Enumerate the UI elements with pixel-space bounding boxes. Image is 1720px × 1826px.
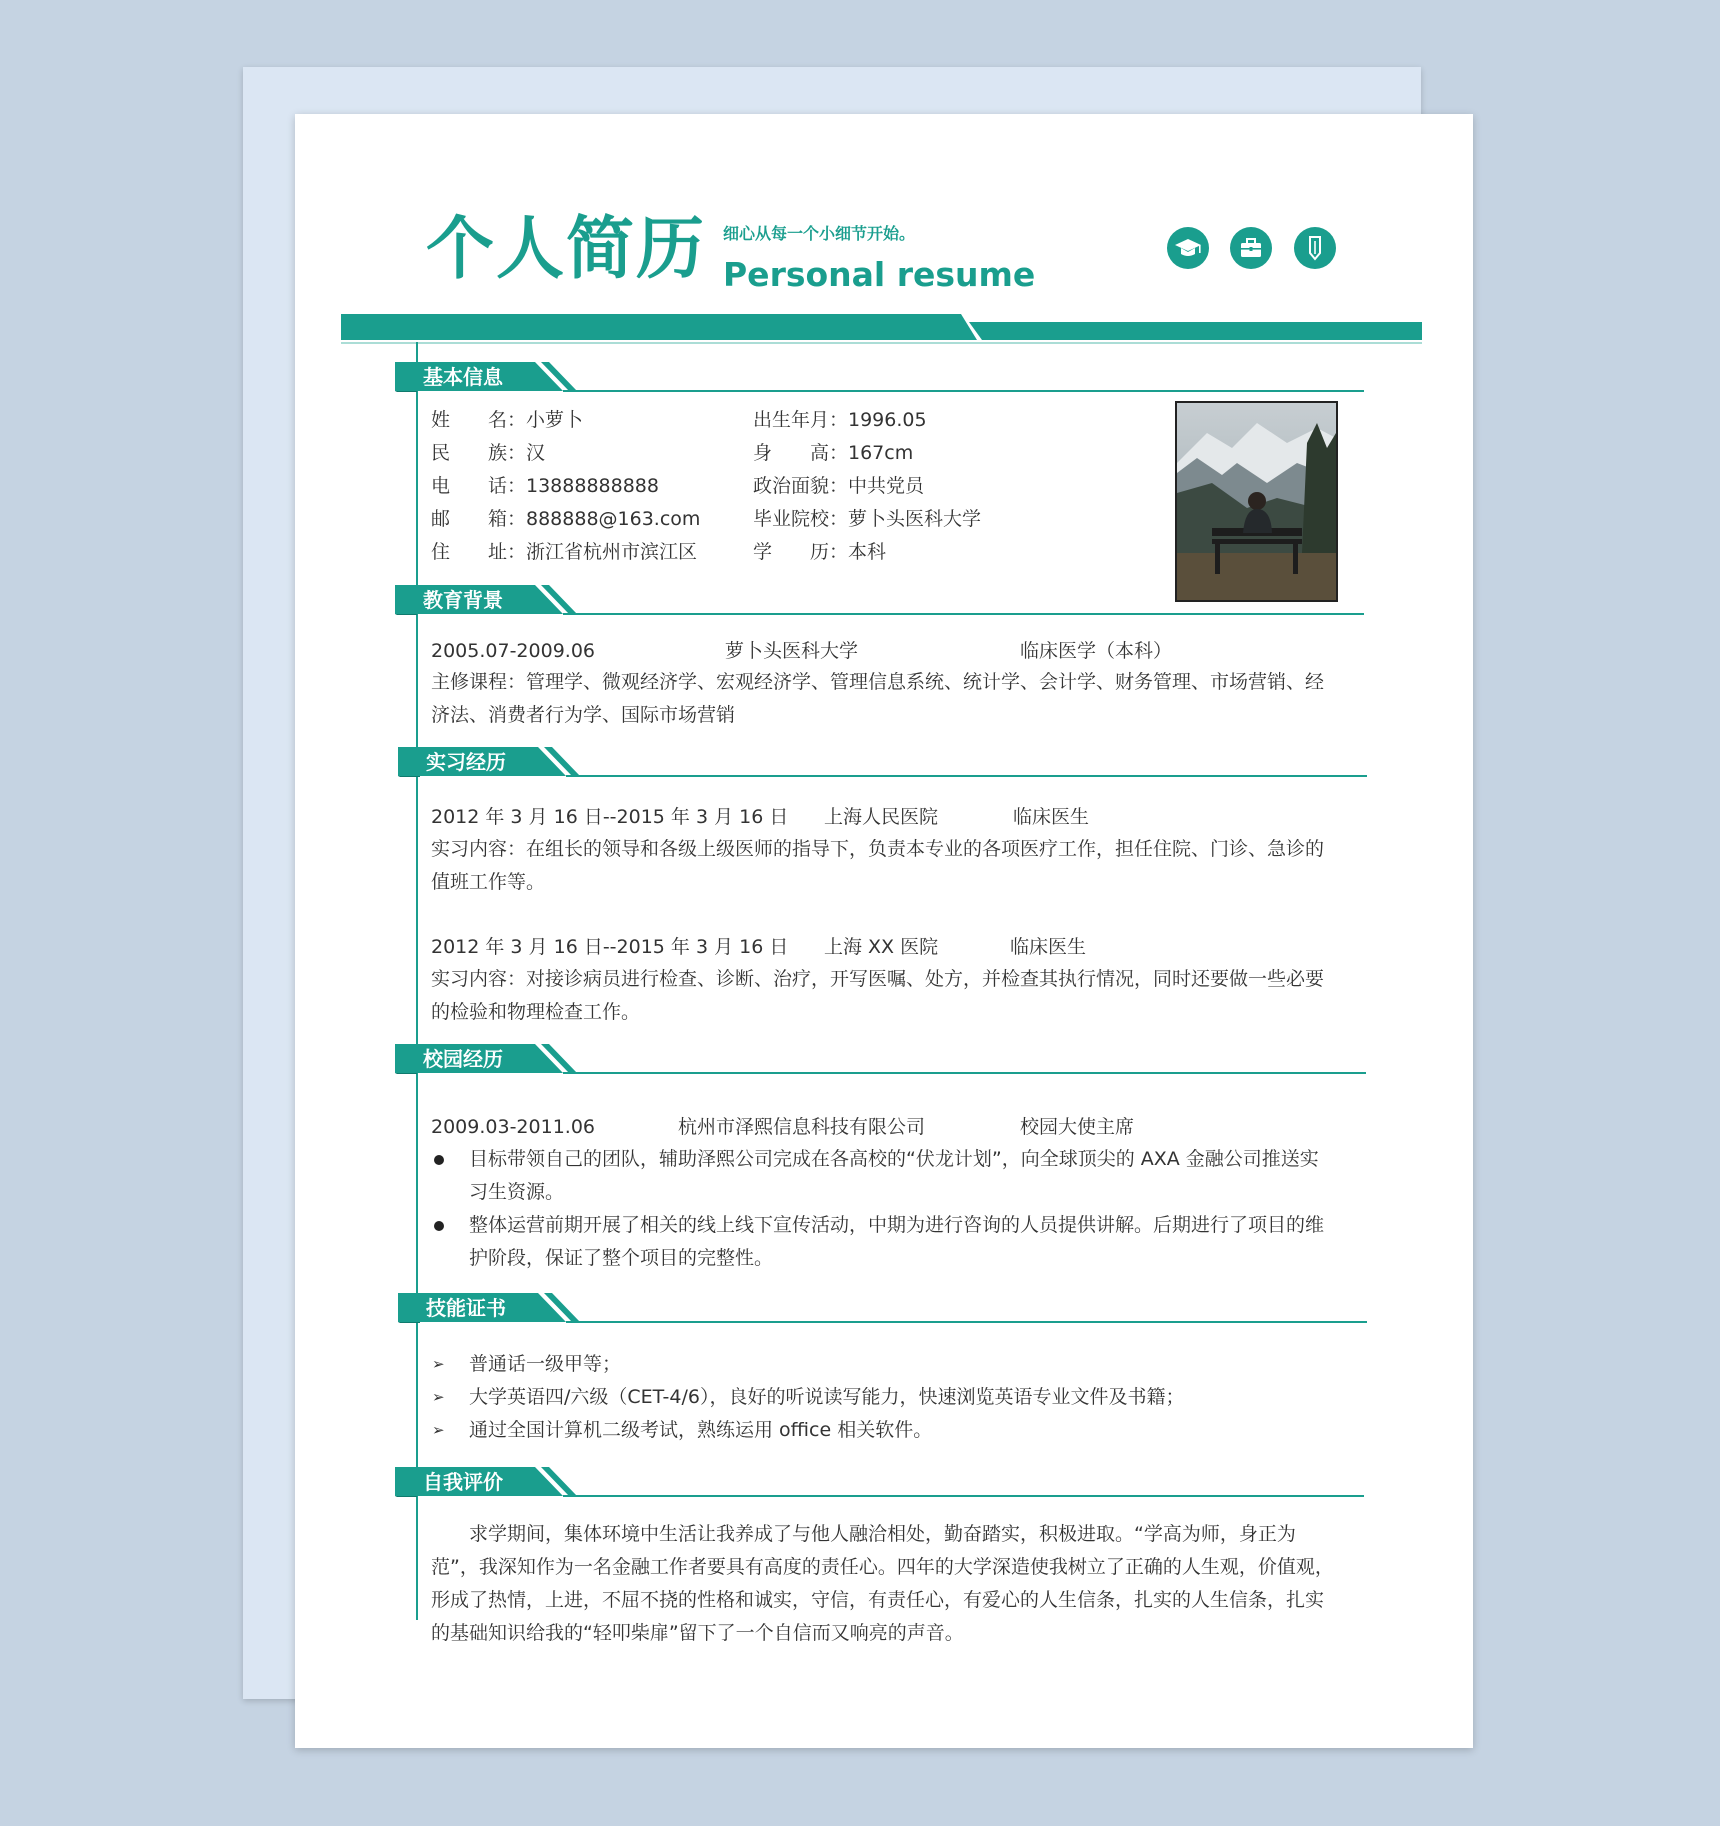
arrow-bullet-icon: ➢	[432, 1355, 445, 1373]
skill-item-2: 大学英语四/六级（CET-4/6），良好的听说读写能力，快速浏览英语专业文件及书籍；	[469, 1386, 1185, 1408]
education-courses: 主修课程：管理学、微观经济学、宏观经济学、管理信息系统、统计学、会计学、财务管理、市场营销、经济法、消费者行为学、国际市场营销	[431, 671, 1325, 726]
resume-slogan: 细心从每一个小细节开始。	[723, 224, 916, 243]
info-address-label: 住 址：	[431, 541, 527, 563]
campus-role: 校园大使主席	[1020, 1116, 1135, 1138]
section-title: 校园经历	[423, 1047, 503, 1071]
section-header-basic-info	[395, 362, 580, 392]
section-divider	[563, 613, 1364, 615]
section-divider	[566, 775, 1367, 777]
section-divider	[563, 1072, 1366, 1074]
resume-title-cn: 个人简历	[426, 210, 707, 289]
graduation-cap-icon	[1167, 227, 1209, 269]
internship-1-place: 上海人民医院	[824, 806, 939, 828]
section-title: 实习经历	[426, 750, 506, 774]
info-degree-value: 本科	[848, 541, 887, 563]
section-header-education	[395, 585, 580, 615]
section-title: 自我评价	[423, 1470, 503, 1494]
arrow-bullet-icon: ➢	[432, 1421, 445, 1439]
info-name-label: 姓 名：	[431, 409, 527, 431]
section-header-campus	[395, 1044, 580, 1074]
resume-page	[295, 114, 1473, 1748]
campus-period: 2009.03-2011.06	[431, 1116, 595, 1138]
internship-2-period: 2012 年 3 月 16 日--2015 年 3 月 16 日	[431, 936, 789, 958]
internship-1-period: 2012 年 3 月 16 日--2015 年 3 月 16 日	[431, 806, 789, 828]
campus-bullet-2: 整体运营前期开展了相关的线上线下宣传活动，中期为进行咨询的人员提供讲解。后期进行了项目的维护阶段，保证了整个项目的完整性。	[469, 1214, 1325, 1269]
info-birth-label: 出生年月：	[753, 409, 849, 431]
internship-1-role: 临床医生	[1013, 806, 1090, 828]
section-header-skills	[398, 1293, 583, 1323]
info-email-label: 邮 箱：	[431, 508, 527, 530]
info-political-value: 中共党员	[848, 475, 925, 497]
self-eval-text: 求学期间，集体环境中生活让我养成了与他人融洽相处，勤奋踏实，积极进取。“学高为师，身正为范”，我深知作为一名金融工作者要具有高度的责任心。四年的大学深造使我树立了正确的人生观，价值观，形成了热情，上进，不屈不挠的性格和诚实，守信，有责任心，有爱心的人生信条，扎实的人生信条，扎实的基础知识给我的“轻叩柴扉”留下了一个自信而又响亮的声音。	[431, 1523, 1334, 1644]
campus-org: 杭州市泽熙信息科技有限公司	[678, 1116, 926, 1138]
bullet-icon	[434, 1221, 444, 1231]
section-divider	[566, 1321, 1367, 1323]
internship-2-place: 上海 XX 医院	[824, 936, 939, 958]
info-ethnicity-value: 汉	[526, 442, 546, 464]
info-school-label: 毕业院校：	[753, 508, 849, 530]
education-school: 萝卜头医科大学	[725, 640, 859, 662]
info-name-value: 小萝卜	[526, 409, 584, 431]
briefcase-icon	[1230, 227, 1272, 269]
profile-photo	[1175, 401, 1338, 602]
section-title: 教育背景	[423, 588, 503, 612]
info-phone-value: 13888888888	[526, 475, 659, 497]
internship-1-desc: 实习内容：在组长的领导和各级上级医师的指导下，负责本专业的各项医疗工作，担任住院、门诊、急诊的值班工作等。	[431, 838, 1325, 893]
info-birth-value: 1996.05	[848, 409, 927, 431]
bullet-icon	[434, 1155, 444, 1165]
skill-item-1: 普通话一级甲等；	[469, 1353, 622, 1375]
info-phone-label: 电 话：	[431, 475, 527, 497]
education-major: 临床医学（本科）	[1020, 640, 1173, 662]
section-title: 基本信息	[423, 365, 503, 389]
section-header-internship	[398, 747, 583, 777]
info-height-label: 身 高：	[753, 442, 849, 464]
campus-bullet-1: 目标带领自己的团队，辅助泽熙公司完成在各高校的“伏龙计划”，向全球顶尖的 AXA 金融公司推送实习生资源。	[469, 1148, 1319, 1203]
info-ethnicity-label: 民 族：	[431, 442, 527, 464]
resume-title-en: Personal resume	[723, 255, 1036, 294]
pen-icon	[1294, 227, 1336, 269]
skill-item-3: 通过全国计算机二级考试，熟练运用 office 相关软件。	[469, 1419, 933, 1441]
section-divider	[563, 1495, 1364, 1497]
internship-2-role: 临床医生	[1010, 936, 1087, 958]
info-email-value: 888888@163.com	[526, 508, 701, 530]
info-address-value: 浙江省杭州市滨江区	[526, 541, 698, 563]
info-school-value: 萝卜头医科大学	[848, 508, 982, 530]
info-degree-label: 学 历：	[753, 541, 849, 563]
section-title: 技能证书	[426, 1296, 506, 1320]
header-band	[341, 312, 1422, 344]
section-header-self-eval	[395, 1467, 580, 1497]
timeline-line	[416, 342, 418, 1620]
arrow-bullet-icon: ➢	[432, 1388, 445, 1406]
section-divider	[563, 390, 1364, 392]
info-political-label: 政治面貌：	[753, 475, 849, 497]
internship-2-desc: 实习内容：对接诊病员进行检查、诊断、治疗，开写医嘱、处方，并检查其执行情况，同时还要做一些必要的检验和物理检查工作。	[431, 968, 1325, 1023]
education-period: 2005.07-2009.06	[431, 640, 595, 662]
info-height-value: 167cm	[848, 442, 914, 464]
